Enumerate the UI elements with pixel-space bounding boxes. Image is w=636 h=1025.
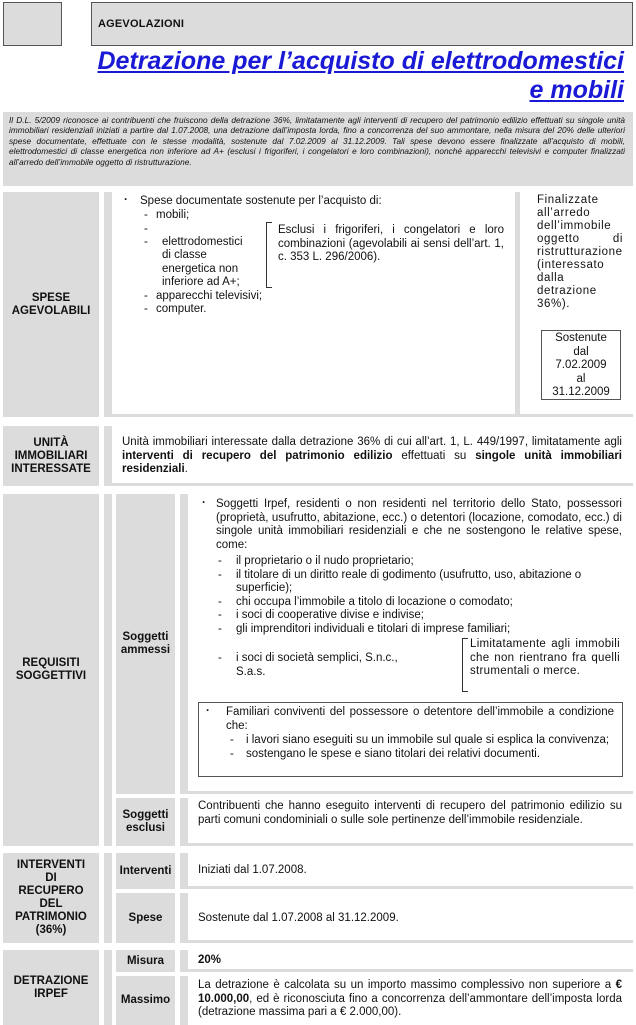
- interventi-spese-label: Spese: [116, 893, 175, 943]
- list-item: - i soci di società semplici, S.n.c., S.a.s.: [218, 652, 418, 679]
- list-item: [144, 223, 264, 236]
- header-category-box: [91, 2, 633, 46]
- misura-label: Misura: [116, 950, 175, 972]
- esclusi-bottom-rule: [188, 843, 633, 846]
- soci-item: [218, 652, 418, 679]
- spese-note: Esclusi i frigoriferi, i congelatori e loro combinazioni (agevolabili ai sensi dell’art. 1, c. 353 L. 296/2006).: [278, 224, 504, 263]
- interventi-sub-rule: [188, 886, 633, 889]
- title-line-1: Detrazione per l’acquisto di elettrodomestici: [97, 47, 624, 75]
- unita-separator: [104, 426, 112, 486]
- header-left-box: [3, 2, 62, 46]
- list-item: - gli imprenditori individuali e titolari di imprese familiari;: [218, 623, 622, 637]
- esclusi-separator: [180, 798, 188, 846]
- list-item: - mobili;: [144, 209, 264, 223]
- ammessi-bottom-rule: [188, 791, 633, 794]
- massimo-label: Massimo: [116, 976, 175, 1025]
- list-item: - computer.: [144, 303, 264, 317]
- interventi-label: INTERVENTI DI RECUPERO DEL PATRIMONIO (36%): [3, 853, 99, 943]
- interventi-spese-rule: [188, 940, 633, 943]
- spese-intro: · Spese documentate sostenute per l’acquisto di:: [124, 194, 382, 207]
- massimo-text: La detrazione è calcolata su un importo massimo complessivo non superiore a € 10.000,00, ed è riconosciuta fino a concorrenza dell’ammontare dell’imposta lorda (detrazione massima pari a € 2.000,00).: [198, 979, 622, 1018]
- ammessi-separator: [180, 494, 188, 794]
- esclusi-label: Soggetti esclusi: [116, 798, 175, 846]
- soci-bracket: [462, 638, 468, 692]
- intro-text: Il D.L. 5/2009 riconosce ai contribuenti che fruiscono della detrazione 36%, limitatamente agli interventi di recupero del patrimonio edilizio effettuati su singole unità immobiliari residenziali iniziati a partire dal 1.07.2008, una detrazione dall’imposta lorda, fino a concorrenza del suo ammontare, nella misura del 20% delle ulteriori spese documentate, effettuate con le stesse modalità, sostenute dal 7.02.2009 al 31.12.2009. Tali spese devono essere finalizzate all’acquisto di mobili, elettrodomestici di classe energetica non inferiore ad A+ (esclusi i frigoriferi, i congelatori e loro combinazioni), nonché apparecchi televisivi e computer finalizzati all’arredo dell’immobile oggetto di ristrutturazione.: [9, 115, 625, 167]
- list-item: - elettrodomestici di classe energetica non inferiore ad A+;: [144, 236, 252, 290]
- spese-sostenute-box: Sostenute dal 7.02.2009 al 31.12.2009: [541, 330, 621, 400]
- spese-bracket: [266, 222, 272, 288]
- spese-finalizzate: Finalizzate all’arredo dell’immobile oggetto di ristrutturazione (interessato dalla detrazione 36%).: [537, 194, 623, 310]
- interventi-sub-separator: [180, 853, 188, 889]
- misura-rule: [188, 969, 633, 972]
- misura-value: 20%: [198, 954, 222, 966]
- detrazione-label: DETRAZIONE IRPEF: [3, 950, 99, 1025]
- detrazione-separator: [104, 950, 112, 1025]
- list-item: - il titolare di un diritto reale di godimento (usufrutto, uso, abitazione o superficie);: [218, 569, 622, 596]
- ammessi-intro: · Soggetti Irpef, residenti o non residenti nel territorio dello Stato, possessori (proprietà, usufrutto, abitazione, ecc.) o detentori (locazione, comodato, ecc.) di singole unità immobiliari residenziali e che ne sostengono le relative spese, come:: [202, 497, 622, 551]
- familiari-items: [230, 734, 614, 761]
- list-item: - il proprietario o il nudo proprietario;: [218, 555, 622, 569]
- spese-separator: [104, 192, 112, 417]
- spese-col-divider: [515, 192, 520, 414]
- list-item: - i lavori siano eseguiti su un immobile sul quale si esplica la convivenza;: [230, 734, 614, 748]
- requisiti-separator: [104, 494, 112, 846]
- requisiti-label: REQUISITI SOGGETTIVI: [3, 494, 99, 846]
- unita-text: Unità immobiliari interessate dalla detrazione 36% di cui all’art. 1, L. 449/1997, limitatamente agli interventi di recupero del patrimonio edilizio effettuati su singole unità immobiliari residenziali.: [122, 436, 622, 475]
- interventi-spese-separator: [180, 893, 188, 943]
- interventi-spese-text: Sostenute dal 1.07.2008 al 31.12.2009.: [198, 912, 399, 924]
- unita-bottom-rule: [112, 483, 633, 486]
- unita-label: UNITÀ IMMOBILIARI INTERESSATE: [3, 426, 99, 486]
- misura-separator: [180, 950, 188, 972]
- list-item: - sostengano le spese e siano titolari dei relativi documenti.: [230, 748, 614, 762]
- interventi-separator: [104, 853, 112, 943]
- category-label: AGEVOLAZIONI: [98, 18, 185, 30]
- ammessi-label: Soggetti ammessi: [116, 494, 175, 794]
- interventi-sub-label: Interventi: [116, 853, 175, 889]
- massimo-separator: [180, 976, 188, 1025]
- spese-bottom-rule: [112, 414, 633, 417]
- esclusi-text: Contribuenti che hanno eseguito interventi di recupero del patrimonio edilizio su parti comuni condominiali o sulle sole pertinenze dell’immobile residenziale.: [198, 800, 622, 826]
- list-item: - i soci di cooperative divise e indivise;: [218, 609, 622, 623]
- familiari-intro: · Familiari conviventi del possessore o detentore dell’immobile a condizione che:: [206, 705, 614, 732]
- ammessi-items: [218, 555, 622, 636]
- page-title: [10, 47, 624, 105]
- title-line-2: e mobili: [529, 76, 624, 104]
- soci-note: Limitatamente agli immobili che non rientrano fra quelli strumentali o merce.: [470, 638, 620, 677]
- spese-items: [144, 209, 264, 317]
- list-item: - chi occupa l’immobile a titolo di locazione o comodato;: [218, 596, 622, 610]
- interventi-text: Iniziati dal 1.07.2008.: [198, 864, 307, 876]
- list-item: - apparecchi televisivi;: [144, 290, 264, 304]
- spese-label: SPESE AGEVOLABILI: [3, 192, 99, 417]
